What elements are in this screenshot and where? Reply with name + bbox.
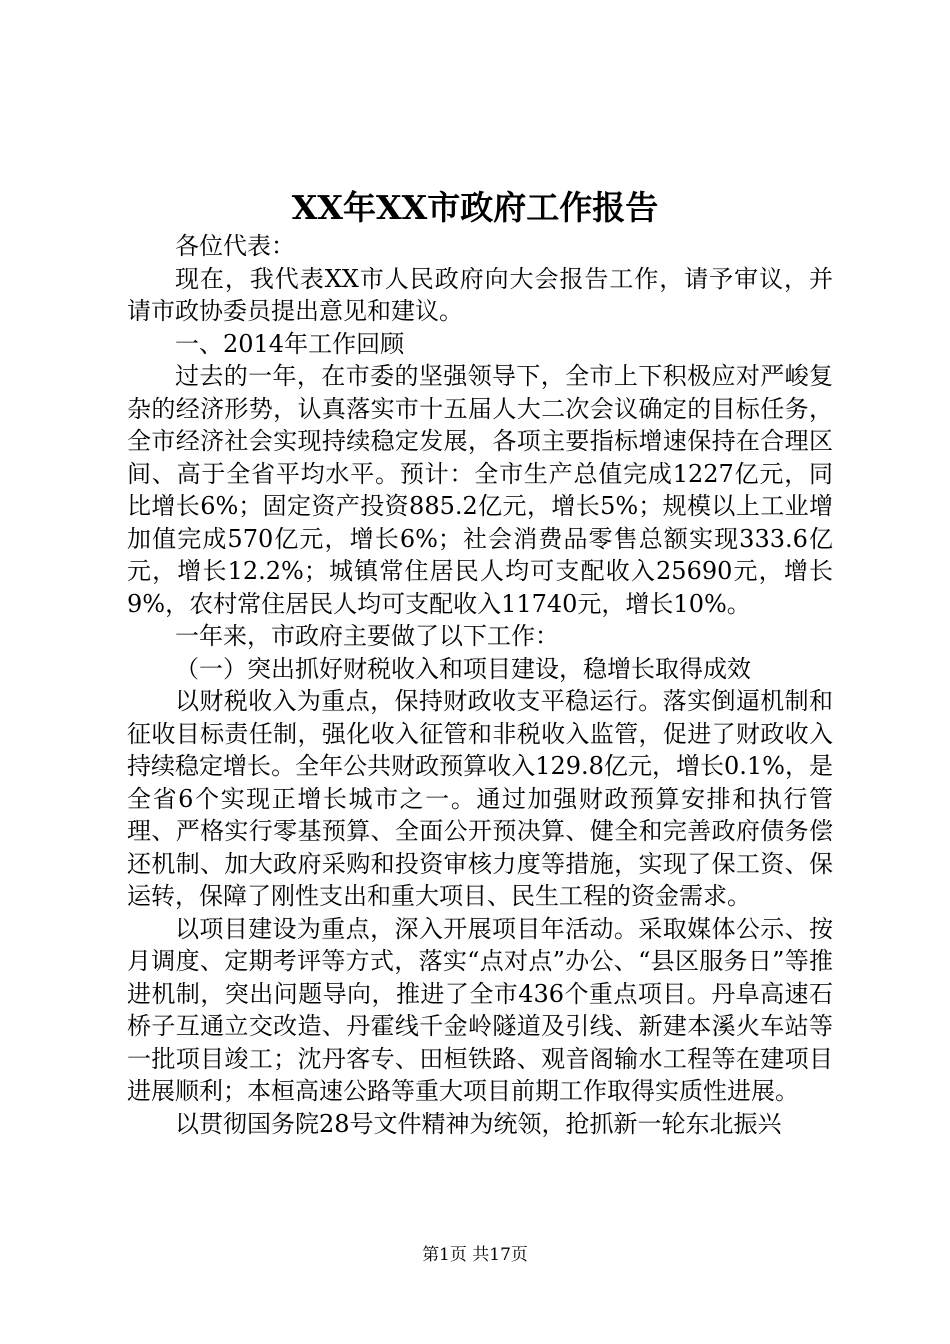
section-heading-review: 一、2014年工作回顾 (175, 329, 405, 358)
subsection-heading-1: （一）突出抓好财税收入和项目建设，稳增长取得成效 (175, 654, 751, 683)
paragraph-overview: 过去的一年，在市委的坚强领导下，全市上下积极应对严峻复杂的经济形势，认真落实市十五届人大二次会议确定的目标任务，全市经济社会实现持续稳定发展，各项主要指标增速保持在合理区间、高于全省平均水平。预计：全市生产总值完成1227亿元，同比增长6%；固定资产投资885.2亿元，增长5%；规模以上工业增加值完成570亿元，增长6%；社会消费品零售总额实现333.6亿元，增长12.2%；城镇常住居民人均可支配收入25690元，增长9%，农村常住居民人均可支配收入11740元，增长10%。 (127, 362, 833, 618)
paragraph-fiscal: 以财税收入为重点，保持财政收支平稳运行。落实倒逼机制和征收目标责任制，强化收入征管和非税收入监管，促进了财政收入持续稳定增长。全年公共财政预算收入129.8亿元，增长0.1%，是全省6个实现正增长城市之一。通过加强财政预算安排和执行管理、严格实行零基预算、全面公开预决算、健全和完善政府债务偿还机制、加大政府采购和投资审核力度等措施，实现了保工资、保运转，保障了刚性支出和重大项目、民生工程的资金需求。 (127, 687, 833, 910)
paragraph-intro: 现在，我代表XX市人民政府向大会报告工作，请予审议，并请市政协委员提出意见和建议。 (127, 264, 833, 325)
page-footer: 第1页 共17页 (422, 1245, 528, 1265)
paragraph-projects: 以项目建设为重点，深入开展项目年活动。采取媒体公示、按月调度、定期考评等方式，落实“点对点”办公、“县区服务日”等推进机制，突出问题导向，推进了全市436个重点项目。丹阜高速石桥子互通立交改造、丹霍线千金岭隧道及引线、新建本溪火车站等一批项目竣工；沈丹客专、田桓铁路、观音阁输水工程等在建项目进展顺利；本桓高速公路等重大项目前期工作取得实质性进展。 (127, 914, 833, 1105)
document-body (127, 230, 833, 1140)
paragraph-work-summary: 一年来，市政府主要做了以下工作： (175, 622, 559, 650)
paragraph-revitalization: 以贯彻国务院28号文件精神为统领，抢抓新一轮东北振兴 (175, 1109, 782, 1138)
paragraph-salutation: 各位代表： (175, 232, 295, 260)
document-title: XX年XX市政府工作报告 (291, 188, 659, 227)
